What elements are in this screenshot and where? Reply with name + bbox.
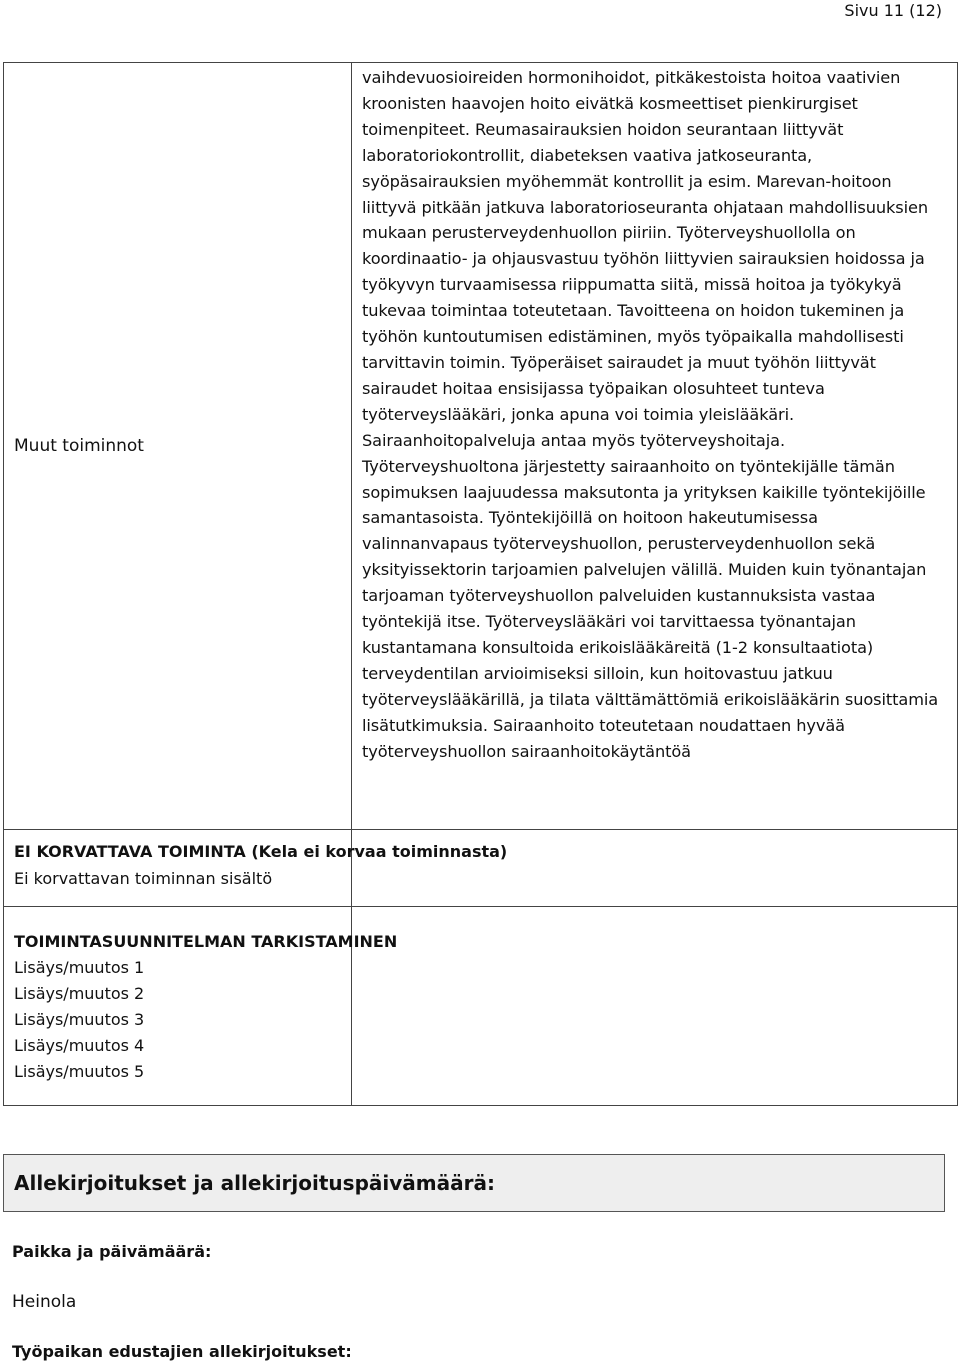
signatures-title: Allekirjoitukset ja allekirjoituspäivämäärä: [14,1171,495,1195]
signatures-header-box [3,1154,945,1212]
tarkistaminen-heading: TOIMINTASUUNNITELMAN TARKISTAMINEN [14,932,398,951]
tarkistaminen-label-cell [4,907,398,1106]
page-number: Sivu 11 (12) [844,1,942,20]
representatives-signatures-label: Työpaikan edustajien allekirjoitukset: [12,1342,352,1361]
place-value: Heinola [12,1292,77,1312]
tarkistaminen-content-cell[interactable] [352,907,958,1106]
ei-korvattava-row [4,830,958,907]
action-plan-table [3,62,958,1106]
lisays-muutos-4: Lisäys/muutos 4 [14,1036,145,1055]
lisays-muutos-2: Lisäys/muutos 2 [14,984,145,1003]
muut-toiminnot-content-cell [352,63,958,830]
place-date-label: Paikka ja päivämäärä: [12,1242,212,1261]
lisays-muutos-5: Lisäys/muutos 5 [14,1062,145,1081]
muut-toiminnot-row [4,63,958,830]
ei-korvattava-label: Ei korvattavan toiminnan sisältö [14,869,273,888]
ei-korvattava-heading: EI KORVATTAVA TOIMINTA (Kela ei korvaa toiminnasta) [14,842,508,861]
muut-toiminnot-label-cell [4,63,352,830]
ei-korvattava-label-cell [4,830,508,907]
tarkistaminen-row [4,907,958,1106]
muut-toiminnot-label: Muut toiminnot [14,436,144,456]
lisays-muutos-1: Lisäys/muutos 1 [14,958,145,977]
muut-toiminnot-text: vaihdevuosioireiden hormonihoidot, pitkäkestoista hoitoa vaativien kroonisten haavojen hoito eivätkä kosmeettiset pienkirurgiset toimenpiteet. Reumasairauksien hoidon seurantaan liittyvät laboratoriokontrollit, diabeteksen vaativa jatkoseuranta, syöpäsairauksien myöhemmät kontrollit ja esim. Marevan-hoitoon liittyvä pitkään jatkuva laboratorioseuranta ohjataan mahdollisuuksien mukaan perusterveydenhuollon piiriin. Työterveyshuollolla on koordinaatio- ja ohjausvastuu työhön liittyvien sairauksien hoidossa ja työkyvyn turvaamisessa riippumatta siitä, missä hoitoa ja työkykyä tukevaa toimintaa toteutetaan. Tavoitteena on hoidon tukeminen ja työhön kuntoutumisen edistäminen, myös työpaikalla mahdollisesti tarvittavin toimin. Työperäiset sairaudet ja muut työhön liittyvät sairaudet hoitaa ensisijassa työpaikan olosuhteet tunteva työterveyslääkäri, jonka apuna voi toimia yleislääkäri. Sairaanhoitopalveluja antaa myös työterveyshoitaja. Työterveyshuoltona järjestetty sairaanhoito on työntekijälle tämän sopimuksen laajuudessa maksutonta ja yrityksen kaikille työntekijöille samantasoista. Työntekijöillä on hoitoon hakeutumisessa valinnanvapaus työterveyshuollon, perusterveydenhuollon sekä yksityissektorin tarjoamien palvelujen välillä. Muiden kuin työnantajan tarjoaman työterveyshuollon palveluiden kustannuksista vastaa työntekijä itse. Työterveyslääkäri voi tarvittaessa työnantajan kustantamana konsultoida erikoislääkäreitä (1-2 konsultaatiota) terveydentilan arvioimiseksi silloin, kun hoitovastuu jatkuu työterveyslääkärillä, ja tilata välttämättömiä erikoislääkärin suosittamia lisätutkimuksia. Sairaanhoito toteutetaan noudattaen hyvää työterveyshuollon sairaanhoitokäytäntöä [362,68,939,761]
lisays-muutos-3: Lisäys/muutos 3 [14,1010,145,1029]
